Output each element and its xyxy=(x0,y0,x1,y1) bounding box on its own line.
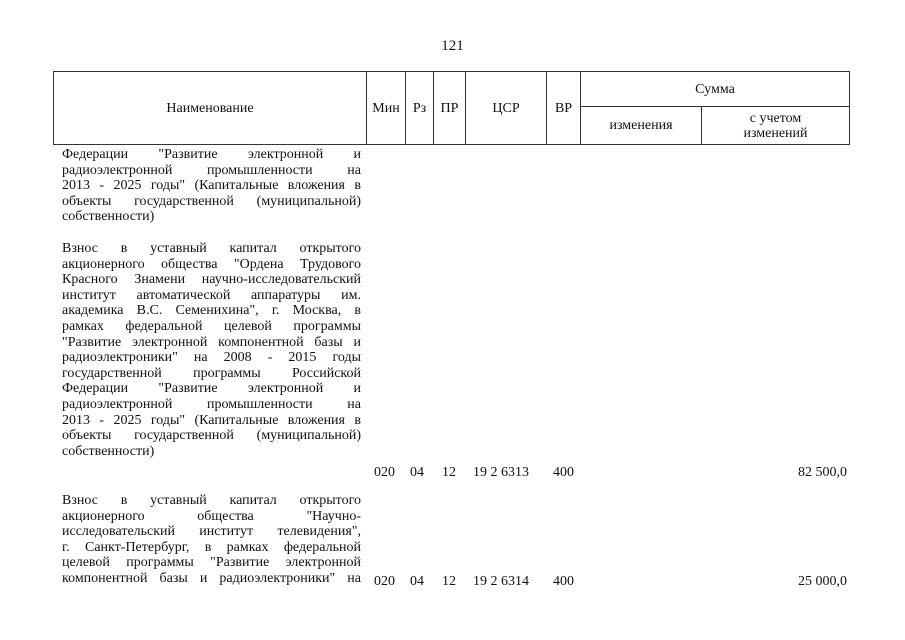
row-3-csr: 19 2 6314 xyxy=(473,574,529,589)
header-with-changes-line2: изменений xyxy=(743,125,808,141)
row-line: "Развитие электронной компонентной базы и xyxy=(62,334,361,350)
header-sum: Сумма xyxy=(695,81,735,97)
row-line: исследовательский институт телевидения", xyxy=(62,524,361,540)
header-csr: ЦСР xyxy=(492,100,520,116)
row-line: Федерации "Развитие электронной и xyxy=(62,381,361,397)
header-with-changes-line1: с учетом xyxy=(749,110,802,126)
row-line: 2013 - 2025 годы" (Капитальные вложения в xyxy=(62,412,361,428)
row-3-vr: 400 xyxy=(553,574,574,589)
table-row-2-name xyxy=(62,241,361,459)
row-line: Взнос в уставный капитал открытого xyxy=(62,493,361,508)
header-pr: ПР xyxy=(440,100,459,116)
row-line: государственной программы Российской xyxy=(62,365,361,381)
row-line: рамках федеральной целевой программы xyxy=(62,318,361,334)
header-rz: Рз xyxy=(412,100,427,116)
row-line: Федерации "Развитие электронной и xyxy=(62,147,361,162)
header-with-changes xyxy=(702,107,849,144)
header-right-border xyxy=(849,71,850,145)
row-line: объекты государственной (муниципальной) xyxy=(62,193,361,209)
header-bottom-border xyxy=(53,144,850,145)
header-changes: изменения xyxy=(609,118,673,133)
row-2-with-changes: 82 500,0 xyxy=(798,465,847,480)
table-row-1-name xyxy=(62,147,361,225)
row-2-csr: 19 2 6313 xyxy=(473,465,529,480)
row-line: акционерного общества "Научно- xyxy=(62,508,361,524)
row-3-min: 020 xyxy=(374,574,395,589)
row-2-pr: 12 xyxy=(442,465,456,480)
row-line: институт автоматической аппаратуры им. xyxy=(62,287,361,303)
row-2-rz: 04 xyxy=(410,465,424,480)
row-line: целевой программы "Развитие электронной xyxy=(62,555,361,571)
row-line: Красного Знамени научно-исследовательский xyxy=(62,272,361,288)
row-line: академика В.С. Семенихина", г. Москва, в xyxy=(62,303,361,319)
row-2-vr: 400 xyxy=(553,465,574,480)
row-line: радиоэлектронной промышленности на xyxy=(62,162,361,178)
row-line: собственности) xyxy=(62,209,155,225)
row-line: радиоэлектронной промышленности на xyxy=(62,396,361,412)
table-row-3-name xyxy=(62,493,361,587)
row-line: Взнос в уставный капитал открытого xyxy=(62,241,361,256)
row-line: акционерного общества "Ордена Трудового xyxy=(62,256,361,272)
row-3-pr: 12 xyxy=(442,574,456,589)
header-vr: ВР xyxy=(554,100,573,116)
page-number: 121 xyxy=(441,38,464,54)
row-line: объекты государственной (муниципальной) xyxy=(62,428,361,444)
row-2-min: 020 xyxy=(374,465,395,480)
row-line: компонентной базы и радиоэлектроники" на xyxy=(62,570,361,586)
row-line: собственности) xyxy=(62,443,155,459)
row-line: г. Санкт-Петербург, в рамках федеральной xyxy=(62,539,361,555)
row-line: 2013 - 2025 годы" (Капитальные вложения в xyxy=(62,178,361,194)
header-min: Мин xyxy=(372,100,400,116)
row-3-with-changes: 25 000,0 xyxy=(798,574,847,589)
row-line: радиоэлектроники" на 2008 - 2015 годы xyxy=(62,350,361,366)
row-3-rz: 04 xyxy=(410,574,424,589)
header-name: Наименование xyxy=(166,100,254,116)
